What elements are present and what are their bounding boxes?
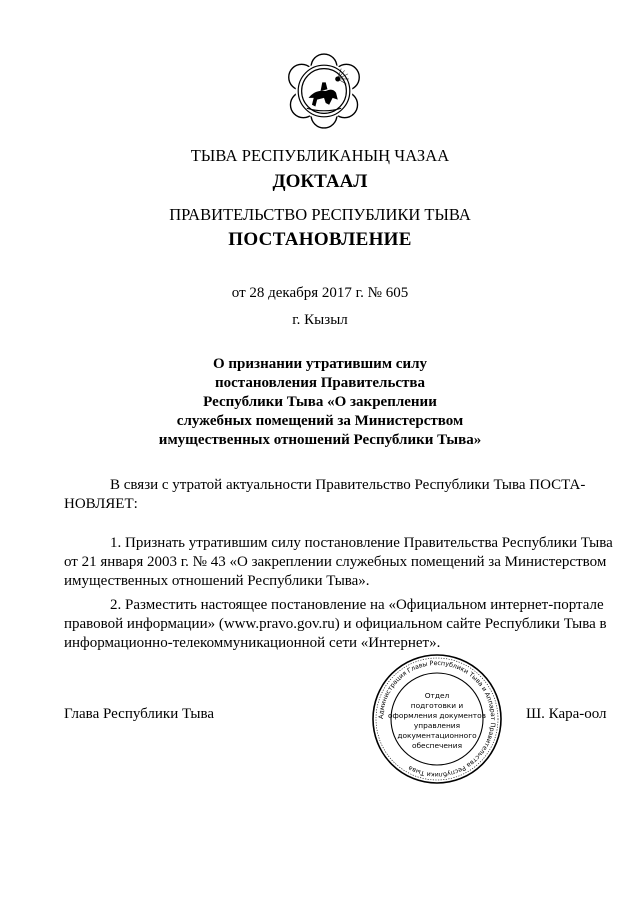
item-2-line: 2. Разместить настоящее постановление на «Официальном интернет-портале [110, 597, 604, 613]
item-1-line: имущественных отношений Республики Тыва». [64, 573, 370, 589]
date-number-line: от 28 декабря 2017 г. № 605 [231, 285, 409, 301]
ru-decree-heading: ПОСТАНОВЛЕНИЕ [228, 229, 412, 250]
item-2-line: правовой информации» (www.pravo.gov.ru) и официальном сайте Республики Тыва в [64, 616, 607, 632]
title-line: постановления Правительства [215, 375, 425, 391]
item-2-line: информационно-телекоммуникационной сети «Интернет». [64, 635, 441, 651]
tuva-government-heading: ТЫВА РЕСПУБЛИКАНЫҢ ЧАЗАА [190, 146, 450, 165]
official-stamp [370, 652, 504, 786]
stamp-center-line: оформления документов [388, 711, 486, 720]
signatory-position: Глава Республики Тыва [64, 706, 215, 722]
city-line: г. Кызыл [292, 312, 348, 328]
item-2-paragraph [64, 596, 607, 653]
stamp-ring-text: Администрация Главы Республики Тыва и Аппарат Правительства Республики Тыва [377, 659, 497, 779]
title-line: имущественных отношений Республики Тыва» [158, 432, 482, 448]
decree-title [150, 355, 490, 450]
tuva-decree-heading: ДОКТААЛ [272, 171, 368, 192]
intro-line: В связи с утратой актуальности Правительство Республики Тыва ПОСТА- [110, 477, 586, 493]
intro-paragraph [64, 476, 586, 514]
intro-line: НОВЛЯЕТ: [64, 496, 138, 512]
tuva-coat-of-arms-icon [281, 48, 367, 134]
title-line: Республики Тыва «О закреплении [203, 394, 437, 410]
stamp-center-line: Отдел [424, 691, 450, 700]
item-1-paragraph [64, 534, 613, 591]
stamp-center-line: обеспечения [411, 741, 463, 750]
ru-government-heading: ПРАВИТЕЛЬСТВО РЕСПУБЛИКИ ТЫВА [169, 205, 471, 224]
stamp-center-line: документационного [397, 731, 477, 740]
item-1-line: от 21 января 2003 г. № 43 «О закреплении служебных помещений за Министерством [64, 554, 607, 570]
stamp-center-line: подготовки и [410, 701, 464, 710]
title-line: О признании утратившим силу [213, 356, 427, 372]
stamp-center-line: управления [413, 721, 461, 730]
signatory-name: Ш. Кара-оол [526, 706, 607, 722]
title-line: служебных помещений за Министерством [176, 413, 464, 429]
item-1-line: 1. Признать утратившим силу постановление Правительства Республики Тыва [110, 535, 613, 551]
